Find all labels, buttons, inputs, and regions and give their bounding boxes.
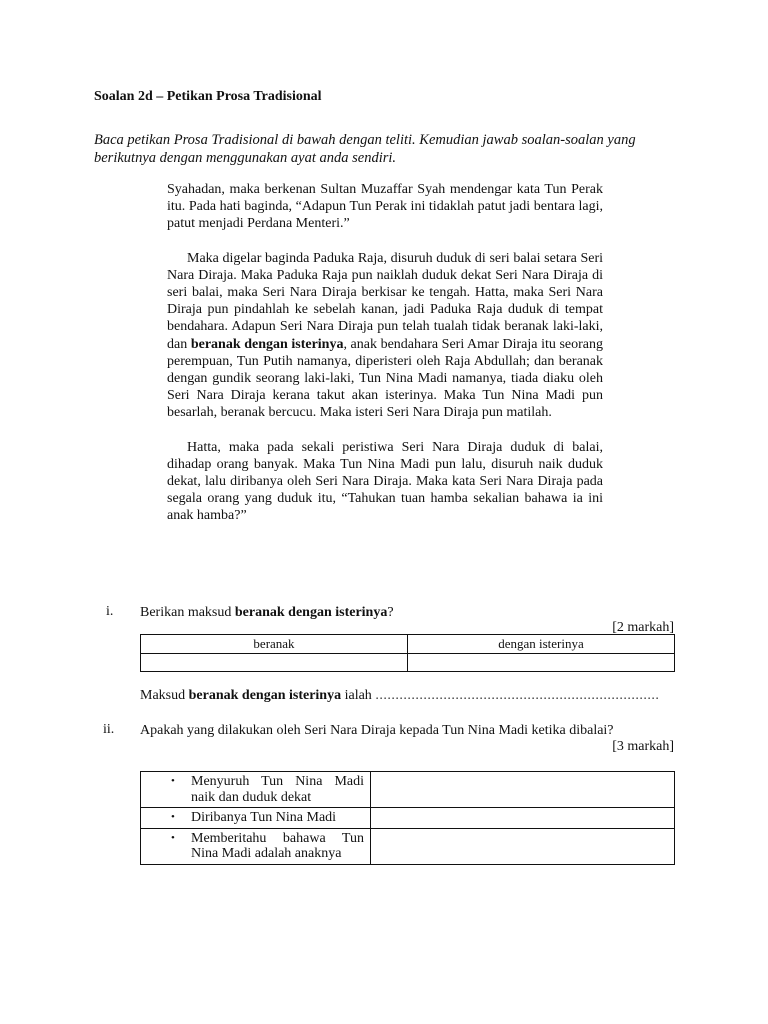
passage-text: Maka digelar baginda Paduka Raja, disuruh duduk di seri balai setara Seri Nara Diraja. Maka Paduka Raja pun naiklah duduk dekat Seri Nara Diraja di seri balai, maka Seri Nara Diraja berkisar ke tengah. Hatta, maka Seri Nara Diraja pun pindahlah ke sebelah kanan, jadi Paduka Raja duduk di tempat bendahara. Adapun Seri Nara Diraja pun telah tualah tidak beranak laki-laki, dan	[167, 250, 603, 352]
answer-cell[interactable]	[371, 808, 675, 829]
answer-text: Maksud	[140, 688, 189, 703]
table-row	[141, 772, 371, 808]
passage	[167, 181, 603, 542]
instruction-text: Baca petikan Prosa Tradisional di bawah dengan teliti. Kemudian jawab soalan-soalan yang berikutnya dengan menggunakan ayat anda sendiri.	[94, 132, 636, 166]
page-title: Soalan 2d – Petikan Prosa Tradisional	[94, 89, 322, 104]
row-text: Menyuruh Tun Nina Madi naik dan duduk dekat	[191, 774, 364, 805]
question-emphasis: beranak dengan isterinya	[234, 605, 388, 620]
question-2-table	[140, 771, 675, 865]
question-1-text	[140, 604, 394, 621]
table-row	[141, 828, 371, 864]
passage-emphasis: beranak dengan isterinya	[190, 336, 344, 352]
row-text: Memberitahu bahawa Tun Nina Madi adalah anaknya	[191, 830, 364, 861]
question-2-text: Apakah yang dilakukan oleh Seri Nara Diraja kepada Tun Nina Madi ketika dibalai?	[140, 723, 614, 738]
question-1-marks: [2 markah]	[612, 620, 674, 635]
passage-paragraph-3: Hatta, maka pada sekali peristiwa Seri Nara Diraja duduk di balai, dihadap orang banyak. Maka Tun Nina Madi pun lalu, disuruh naik duduk dekat, lalu diribanya oleh Seri Nara Diraja. Maka kata Seri Nara Diraja pada segala orang yang duduk itu, “Tahukan tuan hamba sekalian bahawa ia ini anak hamba?”	[167, 439, 603, 524]
answer-cell-dengan-isterinya[interactable]	[408, 654, 675, 672]
question-text: Berikan maksud	[140, 605, 235, 620]
table-header-dengan-isterinya: dengan isterinya	[408, 635, 675, 654]
row-text: Diribanya Tun Nina Madi	[191, 810, 337, 825]
answer-cell[interactable]	[371, 772, 675, 808]
question-1-answer-line	[140, 688, 659, 704]
table-header-beranak: beranak	[141, 635, 408, 654]
question-2-number: ii.	[103, 722, 115, 737]
answer-cell-beranak[interactable]	[141, 654, 408, 672]
answer-dotted-line[interactable]: .......................................................................	[375, 688, 660, 703]
passage-paragraph-1: Syahadan, maka berkenan Sultan Muzaffar Syah mendengar kata Tun Perak itu. Pada hati baginda, “Adapun Tun Perak ini tidaklah patut jadi bentara lagi, patut menjadi Perdana Menteri.”	[167, 182, 603, 232]
answer-emphasis: beranak dengan isterinya	[188, 688, 342, 703]
passage-text: , anak bendahara Seri Amar Diraja itu seorang perempuan, Tun Putih namanya, diperisteri oleh Raja Abdullah; dan beranak dengan gundik seorang laki-laki, Tun Nina Madi namanya, tiada diaku oleh Seri Nara Diraja kerana takut akan isterinya. Maka Tun Nina Madi pun besarlah, beranak bercucu. Maka isteri Seri Nara Diraja pun matilah.	[167, 336, 604, 421]
question-1-number: i.	[106, 604, 114, 619]
bullet-icon: •	[171, 811, 175, 823]
answer-text: ialah	[341, 688, 376, 703]
question-1-table	[140, 634, 675, 672]
bullet-icon: •	[171, 831, 175, 844]
question-2-marks: [3 markah]	[612, 739, 674, 754]
question-text: ?	[387, 605, 394, 620]
answer-cell[interactable]	[371, 828, 675, 864]
bullet-icon: •	[171, 775, 175, 787]
table-row	[141, 808, 371, 829]
passage-paragraph-2	[167, 250, 603, 422]
